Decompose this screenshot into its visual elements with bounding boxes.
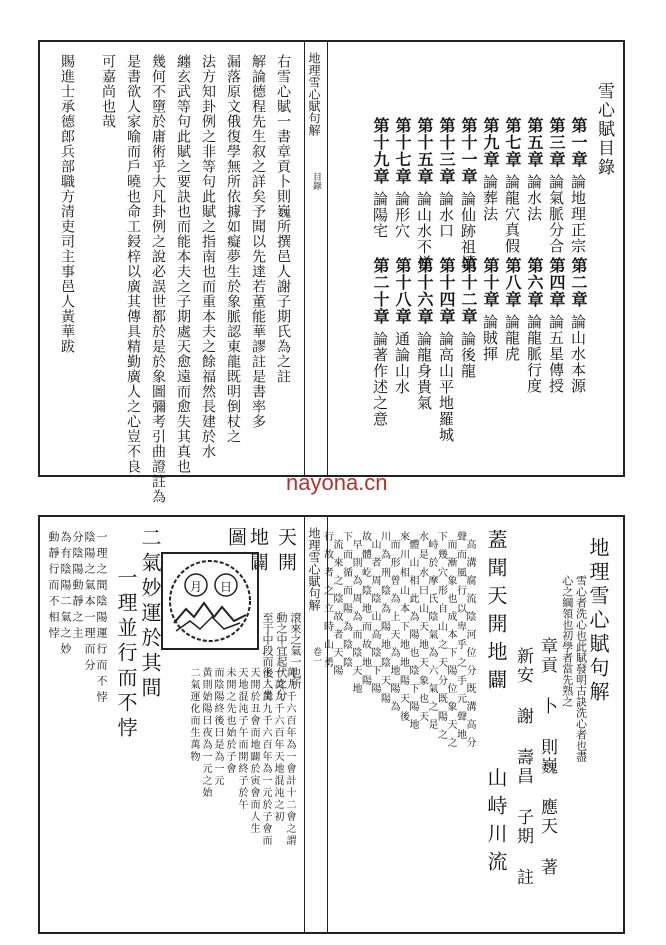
top-gutter-folio: 目錄 xyxy=(311,172,321,190)
toc-entry xyxy=(526,117,542,222)
commentary-line: 而形曾為上天為地陽為 xyxy=(388,539,399,719)
commentary-line: 故體屹陰地而故地陽 xyxy=(359,531,371,693)
commentary-line: 流來之陰故者天陽 xyxy=(331,539,342,683)
phrase-note-line: 為有陰陽二氣之妙 xyxy=(59,531,72,659)
preface-line: 解論德程先生叙之詳矣予聞以先達若董能華謬註是書率多 xyxy=(250,54,266,429)
commentary-line: 高溝腐流陰河位分既溝高分 xyxy=(464,539,475,755)
sun-label: 日 xyxy=(220,580,233,594)
annotator-line: 新安 謝 壽昌 子期 註 xyxy=(513,647,533,887)
toc-chapter-number: 第十一章 xyxy=(459,117,478,185)
small-note-line: 二氣運化而生萬物 xyxy=(188,667,199,763)
toc-entry xyxy=(394,117,410,239)
sun-moon-diagram xyxy=(160,551,260,651)
toc-entry xyxy=(482,257,498,362)
toc-chapter-title: 論龍虎 xyxy=(503,314,521,362)
bottom-gutter-folio: 卷一 xyxy=(311,647,321,665)
toc-chapter-title: 論仙跡祖墳 xyxy=(459,191,477,271)
top-gutter-title: 地理雪心賦句解 xyxy=(307,52,321,136)
preface-line: 右雪心賦一書章貢卜則巍所撰邑人謝子期氏為之註 xyxy=(275,54,291,384)
small-note-line: 天地混沌子午而開終子於午 xyxy=(236,667,247,811)
main-text-1: 蓋聞天開地闢 xyxy=(484,529,508,697)
left-note-1: 滾來之氣一也所 xyxy=(289,612,302,689)
commentary-line: 早則為周為而陰天地 xyxy=(350,539,361,701)
main-text-2: 山峙川流 xyxy=(484,767,508,879)
commentary-line: 峙於摩氏陰氣為六氣之是 xyxy=(426,539,437,737)
toc-chapter-number: 第十八章 xyxy=(393,257,412,325)
toc-entry xyxy=(438,257,454,443)
toc-chapter-number: 第九章 xyxy=(481,117,500,168)
toc-chapter-title: 論葬法 xyxy=(481,174,499,222)
toc-chapter-number: 第十六章 xyxy=(415,257,434,325)
preface-line: 是書欲人家喻而戶曉也命工鋟梓以廣其傳具精勤廣人之心豈不良 xyxy=(125,54,141,474)
toc-entry xyxy=(548,257,564,394)
toc-entry xyxy=(570,117,586,254)
small-note-line: 十二萬九千六百年為一元於子會而 xyxy=(260,667,271,847)
toc-chapter-title: 論水口 xyxy=(437,191,455,239)
left-note-3: 至于中段而後人坐 xyxy=(261,612,274,700)
phrase-note-line: 一理之間陰陽運行而不悖 xyxy=(95,531,108,707)
phrase-note-line: 陰陽之氣本一理而分 xyxy=(83,531,96,675)
commentary-line: 山者周陰山高陰下陽 xyxy=(369,539,380,701)
toc-chapter-number: 第十四章 xyxy=(437,257,456,325)
toc-chapter-number: 第四章 xyxy=(547,257,566,308)
small-note-line: 一萬九千六百年天地混沌之初 xyxy=(272,667,283,823)
preface-line: 可嘉尚也哉 xyxy=(100,54,116,129)
small-note-line: 而陰陽終後曰是為一元 xyxy=(212,667,223,787)
toc-chapter-number: 第五章 xyxy=(525,117,544,168)
toc-chapter-title: 論賊揮 xyxy=(481,314,499,362)
bottom-gutter-title: 地理雪心賦句解 xyxy=(307,527,321,611)
toc-entry xyxy=(460,257,476,379)
left-heading-3: 圖 xyxy=(225,527,247,548)
toc-entry xyxy=(482,117,498,222)
toc-entry xyxy=(394,257,410,395)
toc-chapter-number: 第一章 xyxy=(569,117,588,168)
commentary-line: 下幾穴形自山之天分既陽之 xyxy=(435,531,447,747)
toc-chapter-title: 論氣脈分合 xyxy=(547,174,565,254)
toc-chapter-number: 第十七章 xyxy=(393,117,412,185)
toc-chapter-title: 論山水不祥 xyxy=(415,191,433,271)
left-note-2: 動之中宜起伏之分 xyxy=(275,612,288,700)
toc-chapter-number: 第十五章 xyxy=(415,117,434,185)
toc-chapter-number: 第二章 xyxy=(569,257,588,308)
toc-chapter-title: 論龍脈行度 xyxy=(525,314,543,394)
commentary-line: 聲而風行以卑乎之手元聲地 xyxy=(454,531,466,747)
book-title: 地理雪心賦句解 xyxy=(586,537,610,705)
toc-chapter-title: 通論山水 xyxy=(393,331,411,395)
author-line: 章貢 卜 則巍 應天 著 xyxy=(537,637,557,877)
toc-chapter-number: 第二十章 xyxy=(371,257,390,325)
left-heading-2: 地闢 xyxy=(247,527,269,577)
toc-entry xyxy=(372,117,388,239)
toc-chapter-number: 第七章 xyxy=(503,117,522,168)
toc-chapter-number: 第十章 xyxy=(481,257,500,308)
toc-chapter-number: 第八章 xyxy=(503,257,522,308)
commentary-line: 水是水曰山天地天象也天 xyxy=(416,531,428,729)
commentary-line: 來川相山本下地地陽天後 xyxy=(397,531,409,729)
toc-chapter-number: 第六章 xyxy=(525,257,544,308)
commentary-line: 體山相此為陽也陰下陽地 xyxy=(407,539,418,737)
toc-chapter-title: 論形穴 xyxy=(393,191,411,239)
toc-chapter-number: 第十三章 xyxy=(437,117,456,185)
small-note-line: 黃則始陽曰夜為一元之始 xyxy=(200,667,211,799)
toc-entry xyxy=(548,117,564,254)
preface-line: 幾何不墮於庸術乎大凡卦例之說必誤世都於是於象圖彌考引曲證註為 xyxy=(150,54,166,504)
small-note-line: 天開於丑會而地闢於寅會而人生 xyxy=(248,667,259,835)
signature: 賜進士承德郎兵部職方清吏司主事邑人黃華跋 xyxy=(59,54,75,354)
toc-entry xyxy=(570,257,586,394)
toc-entry xyxy=(438,117,454,239)
toc-chapter-title: 論龍穴真假 xyxy=(503,174,521,254)
small-note-line: 未開之先也始於子會 xyxy=(224,667,235,775)
commentary-line: 行故者之立時山勇 xyxy=(321,531,333,675)
toc-entry xyxy=(460,117,476,271)
toc-chapter-title: 論山水本源 xyxy=(569,314,587,394)
toc-chapter-title: 論陽宅 xyxy=(371,191,389,239)
moon-label: 月 xyxy=(190,580,203,594)
bottom-page xyxy=(38,515,625,934)
book-note: 雪心者洗心也此賦發明古訣洗心者也盡心之綱領也初學者當先熟之 xyxy=(560,575,588,762)
commentary-line: 下而循而陽為陰陰 xyxy=(340,531,352,675)
toc-chapter-title: 論五星傳授 xyxy=(547,314,565,394)
phrase-note-line: 動靜行而不相悖 xyxy=(47,531,60,643)
toc-chapter-title: 論地理正宗 xyxy=(569,174,587,254)
preface-line: 纏玄武等句此賦之要訣也而能本夫之子期處天愈遠而愈失其真也 xyxy=(175,54,191,474)
toc-chapter-number: 第三章 xyxy=(547,117,566,168)
toc-entry xyxy=(372,257,388,427)
watermark: nayona.cn xyxy=(286,470,388,495)
commentary-line: 而漸象也成本下陽位象天之 xyxy=(445,539,456,755)
phrase-1: 二氣妙運於其間 xyxy=(138,527,162,702)
toc-chapter-number: 第十二章 xyxy=(459,257,478,325)
toc-chapter-title: 論龍身貴氣 xyxy=(415,331,433,411)
toc-chapter-title: 論高山平地羅城 xyxy=(437,331,455,443)
toc-chapter-title: 論水法 xyxy=(525,174,543,222)
toc-chapter-title: 論著作述之意 xyxy=(371,331,389,427)
toc-entry xyxy=(504,257,520,362)
left-heading-1: 天開 xyxy=(275,527,297,577)
small-note-line: 萬九千六百年為一會計十二會之謂 xyxy=(284,667,295,847)
commentary-line: 川為刑陰為陽地陰天陽 xyxy=(378,531,390,711)
preface-line: 漏落原文俄復學無所依據如癡夢生於象脈認東龍既明倒杖之 xyxy=(225,54,241,444)
toc-entry xyxy=(526,257,542,394)
toc-chapter-number: 第十九章 xyxy=(371,117,390,185)
phrase-note-line: 分陰陽動靜之主 xyxy=(71,531,84,643)
toc-entry xyxy=(504,117,520,254)
toc-chapter-title: 論後龍 xyxy=(459,331,477,379)
phrase-2: 一理並行而不悖 xyxy=(114,567,138,742)
toc-entry xyxy=(416,117,432,271)
preface-line: 法方知卦例之非等句此賦之指南也而重本夫之餘福然長建於水 xyxy=(200,54,216,459)
toc-heading: 雪心賦目錄 xyxy=(594,82,614,177)
toc-entry xyxy=(416,257,432,411)
